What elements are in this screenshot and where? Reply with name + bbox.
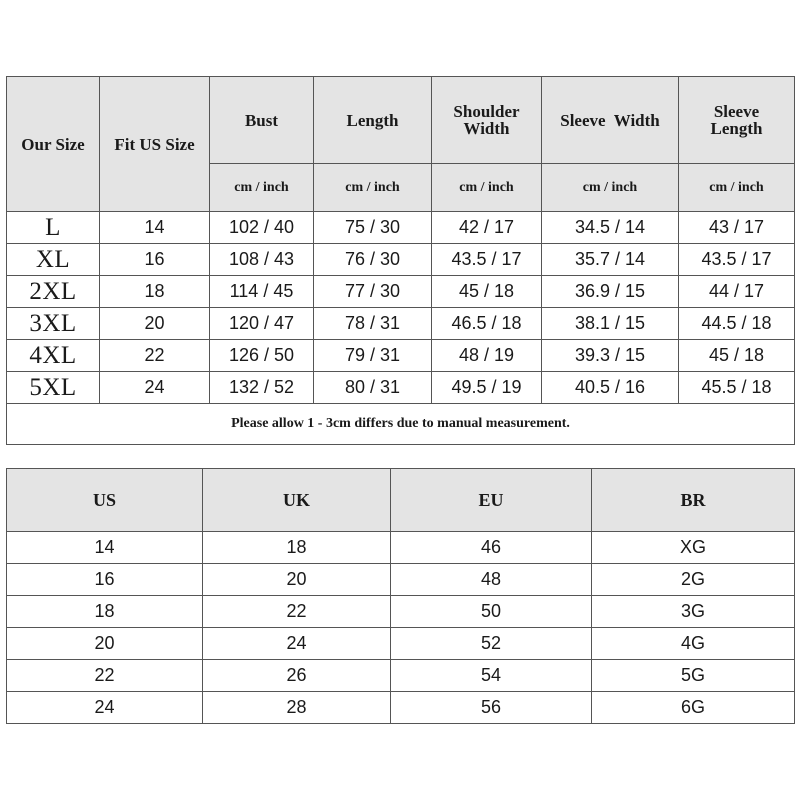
header-sleeve-length-line2: Length xyxy=(710,119,763,138)
unit-bust: cm / inch xyxy=(210,164,314,212)
header-br: BR xyxy=(592,469,795,532)
bust-cell: 108 / 43 xyxy=(210,244,314,276)
size-row xyxy=(7,212,795,244)
header-eu: EU xyxy=(391,469,592,532)
sleeve-length-cell: 43 / 17 xyxy=(679,212,795,244)
size-row xyxy=(7,372,795,404)
sleeve-length-cell: 45.5 / 18 xyxy=(679,372,795,404)
unit-sleeve-width: cm / inch xyxy=(542,164,679,212)
header-sleeve-length xyxy=(679,77,795,164)
length-cell: 79 / 31 xyxy=(314,340,432,372)
uk-cell: 24 xyxy=(203,628,391,660)
eu-cell: 48 xyxy=(391,564,592,596)
sleeve-length-cell: 43.5 / 17 xyxy=(679,244,795,276)
uk-cell: 28 xyxy=(203,692,391,724)
header-fit-us-size: Fit US Size xyxy=(100,77,210,212)
bust-cell: 120 / 47 xyxy=(210,308,314,340)
shoulder-cell: 42 / 17 xyxy=(432,212,542,244)
header-bust: Bust xyxy=(210,77,314,164)
br-cell: 5G xyxy=(592,660,795,692)
size-cell: 2XL xyxy=(7,276,100,308)
length-cell: 76 / 30 xyxy=(314,244,432,276)
sleeve-width-cell: 36.9 / 15 xyxy=(542,276,679,308)
uk-cell: 20 xyxy=(203,564,391,596)
eu-cell: 46 xyxy=(391,532,592,564)
conversion-row xyxy=(7,660,795,692)
sleeve-width-cell: 39.3 / 15 xyxy=(542,340,679,372)
bust-cell: 114 / 45 xyxy=(210,276,314,308)
size-row xyxy=(7,276,795,308)
header-shoulder-width-line1: Shoulder xyxy=(453,102,520,121)
sleeve-width-cell: 34.5 / 14 xyxy=(542,212,679,244)
uk-cell: 26 xyxy=(203,660,391,692)
sleeve-length-cell: 44.5 / 18 xyxy=(679,308,795,340)
header-shoulder-width xyxy=(432,77,542,164)
eu-cell: 54 xyxy=(391,660,592,692)
sleeve-width-cell: 40.5 / 16 xyxy=(542,372,679,404)
conversion-row xyxy=(7,564,795,596)
conversion-row xyxy=(7,628,795,660)
bust-cell: 126 / 50 xyxy=(210,340,314,372)
eu-cell: 56 xyxy=(391,692,592,724)
us-size-cell: 14 xyxy=(100,212,210,244)
conversion-row xyxy=(7,596,795,628)
eu-cell: 52 xyxy=(391,628,592,660)
size-row xyxy=(7,340,795,372)
length-cell: 80 / 31 xyxy=(314,372,432,404)
br-cell: 4G xyxy=(592,628,795,660)
us-cell: 24 xyxy=(7,692,203,724)
sleeve-length-cell: 45 / 18 xyxy=(679,340,795,372)
size-cell: 5XL xyxy=(7,372,100,404)
length-cell: 78 / 31 xyxy=(314,308,432,340)
header-our-size: Our Size xyxy=(7,77,100,212)
header-us: US xyxy=(7,469,203,532)
us-size-cell: 24 xyxy=(100,372,210,404)
measurement-note: Please allow 1 - 3cm differs due to manual measurement. xyxy=(7,404,795,445)
us-cell: 20 xyxy=(7,628,203,660)
uk-cell: 22 xyxy=(203,596,391,628)
sleeve-width-cell: 35.7 / 14 xyxy=(542,244,679,276)
shoulder-cell: 49.5 / 19 xyxy=(432,372,542,404)
us-cell: 22 xyxy=(7,660,203,692)
eu-cell: 50 xyxy=(391,596,592,628)
us-size-cell: 16 xyxy=(100,244,210,276)
bust-cell: 102 / 40 xyxy=(210,212,314,244)
length-cell: 75 / 30 xyxy=(314,212,432,244)
sleeve-width-cell: 38.1 / 15 xyxy=(542,308,679,340)
conversion-row xyxy=(7,532,795,564)
us-size-cell: 20 xyxy=(100,308,210,340)
shoulder-cell: 46.5 / 18 xyxy=(432,308,542,340)
shoulder-cell: 48 / 19 xyxy=(432,340,542,372)
br-cell: 2G xyxy=(592,564,795,596)
size-cell: L xyxy=(7,212,100,244)
unit-shoulder-width: cm / inch xyxy=(432,164,542,212)
size-cell: 4XL xyxy=(7,340,100,372)
bust-cell: 132 / 52 xyxy=(210,372,314,404)
conversion-row xyxy=(7,692,795,724)
size-row xyxy=(7,308,795,340)
uk-cell: 18 xyxy=(203,532,391,564)
size-chart-table xyxy=(6,76,795,445)
sleeve-length-cell: 44 / 17 xyxy=(679,276,795,308)
unit-sleeve-length: cm / inch xyxy=(679,164,795,212)
br-cell: 6G xyxy=(592,692,795,724)
shoulder-cell: 45 / 18 xyxy=(432,276,542,308)
length-cell: 77 / 30 xyxy=(314,276,432,308)
unit-length: cm / inch xyxy=(314,164,432,212)
size-conversion-table xyxy=(6,468,795,724)
us-cell: 18 xyxy=(7,596,203,628)
size-row xyxy=(7,244,795,276)
us-cell: 14 xyxy=(7,532,203,564)
size-cell: XL xyxy=(7,244,100,276)
us-size-cell: 18 xyxy=(100,276,210,308)
br-cell: 3G xyxy=(592,596,795,628)
header-sleeve-width: Sleeve Width xyxy=(542,77,679,164)
size-cell: 3XL xyxy=(7,308,100,340)
header-shoulder-width-line2: Width xyxy=(463,119,510,138)
header-length: Length xyxy=(314,77,432,164)
shoulder-cell: 43.5 / 17 xyxy=(432,244,542,276)
header-sleeve-length-line1: Sleeve xyxy=(713,102,760,121)
br-cell: XG xyxy=(592,532,795,564)
header-uk: UK xyxy=(203,469,391,532)
us-size-cell: 22 xyxy=(100,340,210,372)
us-cell: 16 xyxy=(7,564,203,596)
